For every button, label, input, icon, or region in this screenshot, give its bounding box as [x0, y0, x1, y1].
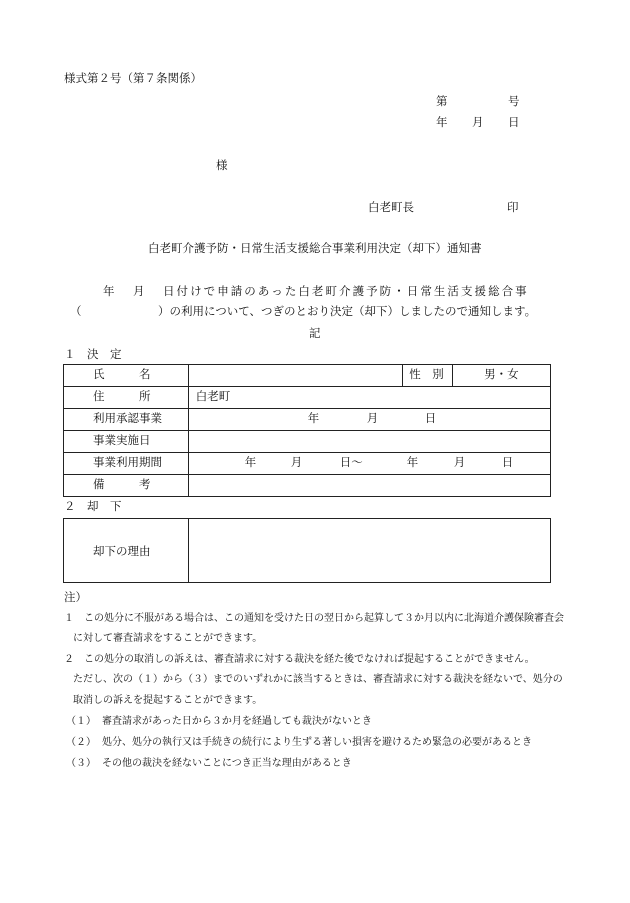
- note-item-3-text: その他の裁決を経ないことにつき正当な理由があるとき: [102, 758, 352, 769]
- notes-heading: 注）: [64, 590, 87, 604]
- note-item-3-number: （３）: [66, 758, 96, 769]
- body-month: 月: [133, 284, 145, 298]
- note-2-line2: ただし、次の（１）から（３）までのいずれかに該当するときは、審査請求に対する裁決を経ないで、処分の: [73, 674, 563, 685]
- table-row: [64, 519, 551, 583]
- period-label-cell: [64, 453, 189, 475]
- section2-heading: ２ 却 下: [64, 499, 122, 513]
- name-value-cell: [188, 365, 403, 387]
- approved-date-cell: [188, 409, 550, 431]
- document-number-go: 号: [508, 94, 520, 108]
- table-row: [64, 387, 551, 409]
- period-value-cell: [188, 453, 550, 475]
- note-2-line1: ２ この処分の取消しの訴えは、審査請求に対する裁決を経た後でなければ提起することができません。: [64, 654, 535, 665]
- note-1-line1: １ この処分に不服がある場合は、この通知を受けた日の翌日から起算して３か月以内に北海道介護保険審査会: [64, 613, 564, 624]
- sex-value: 男・女: [484, 367, 519, 381]
- period-month-end: 月: [453, 455, 466, 469]
- note-item-2-number: （２）: [66, 737, 96, 748]
- addressee-honorific: 様: [216, 158, 228, 172]
- section1-heading: １ 決 定: [64, 347, 122, 361]
- address-value: 白老町: [195, 389, 231, 403]
- approved-month: 月: [366, 411, 379, 425]
- ki-mark: 記: [309, 326, 321, 340]
- body-year: 年: [103, 284, 115, 298]
- approved-label-cell: [64, 409, 189, 431]
- start-label-cell: [64, 431, 189, 453]
- remarks-value-cell: [188, 475, 550, 497]
- body-line2-open: （: [70, 304, 82, 318]
- note-item-1-text: 審査請求があった日から３か月を経過しても裁決がないとき: [102, 716, 372, 727]
- reason-label-cell: [64, 519, 189, 583]
- period-month-start: 月: [290, 455, 303, 469]
- body-line1-text: 日付けで申請のあった白老町介護予防・日常生活支援総合事: [163, 284, 529, 298]
- address-label: 住 所: [93, 389, 151, 403]
- period-day-end: 日: [501, 455, 514, 469]
- table-row: [64, 431, 551, 453]
- period-label: 事業利用期間: [93, 455, 162, 469]
- form-number: 様式第２号（第７条関係）: [64, 71, 202, 85]
- sex-value-cell: [453, 365, 551, 387]
- reason-label: 却下の理由: [93, 544, 151, 558]
- date-month: 月: [472, 115, 484, 129]
- approved-label: 利用承認事業: [93, 411, 162, 425]
- decision-table: [63, 364, 551, 497]
- issuer-name: 白老町長: [368, 200, 414, 214]
- name-label-cell: [64, 365, 189, 387]
- note-item-2-text: 処分、処分の執行又は手続きの続行により生ずる著しい損害を避けるため緊急の必要があるとき: [102, 737, 532, 748]
- rejection-table: [63, 518, 551, 583]
- start-label: 事業実施日: [93, 433, 151, 447]
- document-title: 白老町介護予防・日常生活支援総合事業利用決定（却下）通知書: [148, 241, 482, 255]
- table-row: [64, 453, 551, 475]
- remarks-label: 備 考: [93, 477, 151, 491]
- table-row: [64, 365, 551, 387]
- period-day-start: 日～: [339, 455, 363, 469]
- document-number-dai: 第: [436, 94, 448, 108]
- reason-value-cell: [188, 519, 550, 583]
- remarks-label-cell: [64, 475, 189, 497]
- name-label: 氏 名: [93, 367, 151, 381]
- table-row: [64, 475, 551, 497]
- address-label-cell: [64, 387, 189, 409]
- note-item-1-number: （１）: [66, 716, 96, 727]
- start-value-cell: [188, 431, 550, 453]
- note-2-line3: 取消しの訴えを提起することができます。: [73, 695, 263, 706]
- table-row: [64, 409, 551, 431]
- period-year-start: 年: [244, 455, 257, 469]
- body-line2-text: ）の利用について、つぎのとおり決定（却下）しましたので通知します。: [158, 304, 537, 318]
- period-year-end: 年: [406, 455, 419, 469]
- sex-label: 性 別: [409, 367, 444, 381]
- approved-year: 年: [307, 411, 320, 425]
- address-value-cell: [188, 387, 550, 409]
- approved-day: 日: [424, 411, 437, 425]
- date-year: 年: [436, 115, 448, 129]
- sex-label-cell: [403, 365, 453, 387]
- seal-mark: 印: [507, 200, 519, 214]
- note-1-line2: に対して審査請求をすることができます。: [73, 633, 263, 644]
- date-day: 日: [508, 115, 520, 129]
